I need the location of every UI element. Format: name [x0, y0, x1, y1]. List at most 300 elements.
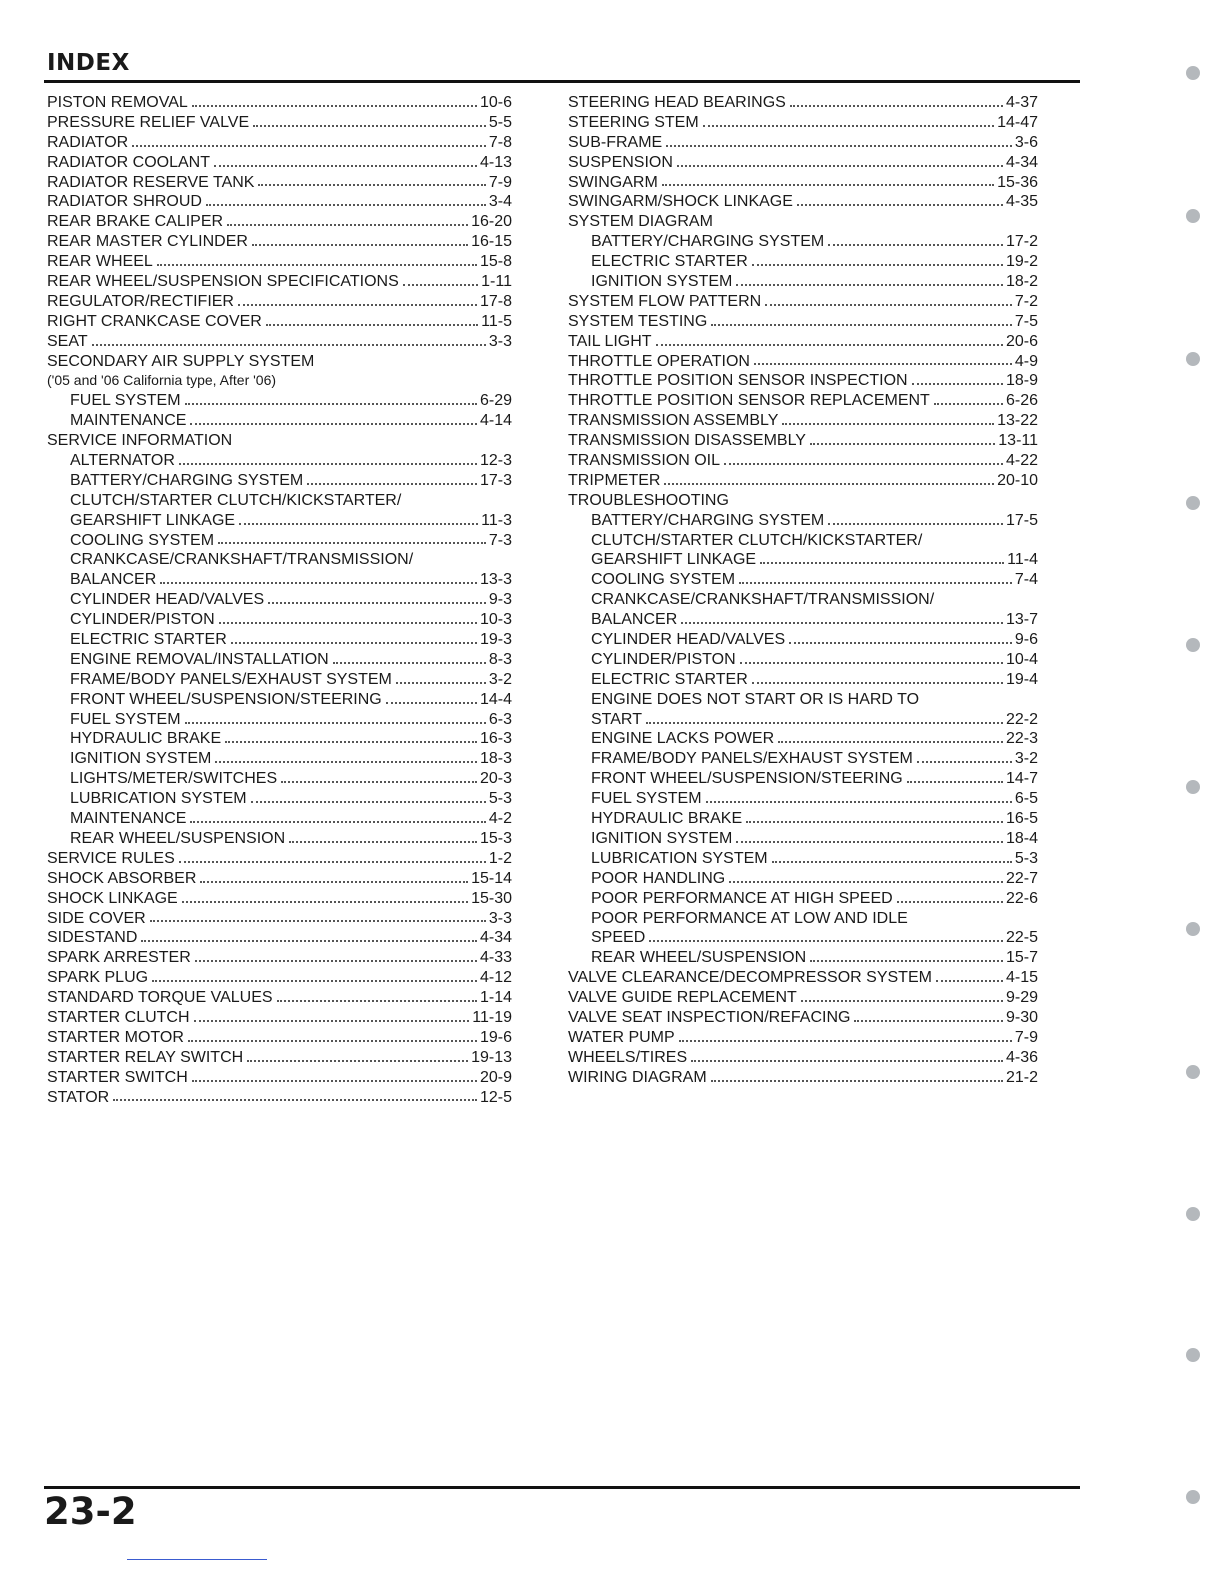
index-entry-label: REAR BRAKE CALIPER: [47, 213, 224, 231]
index-entry-label: STANDARD TORQUE VALUES: [47, 989, 273, 1007]
index-entry-label: VALVE CLEARANCE/DECOMPRESSOR SYSTEM: [568, 969, 932, 987]
index-entry: [47, 749, 512, 769]
index-entry-page: 19-3: [479, 631, 512, 649]
dot-leader: [179, 463, 477, 465]
index-entry-page: 7-5: [1014, 312, 1038, 330]
index-entry: [47, 590, 512, 610]
index-entry: [568, 232, 1038, 252]
dot-leader: [656, 344, 1003, 346]
dot-leader: [266, 324, 478, 326]
dot-leader: [307, 483, 477, 485]
index-entry-page: 15-36: [997, 173, 1038, 191]
index-entry-label: ENGINE REMOVAL/INSTALLATION: [70, 650, 329, 668]
index-entry-label: SUB-FRAME: [568, 133, 663, 151]
index-entry-label: POOR PERFORMANCE AT LOW AND IDLE: [591, 909, 908, 927]
footer-rule: [44, 1486, 1080, 1489]
index-entry-page: 15-14: [471, 869, 512, 887]
index-entry-label: PISTON REMOVAL: [47, 93, 188, 111]
dot-leader: [231, 642, 477, 644]
index-entry-label: COOLING SYSTEM: [70, 531, 215, 549]
dot-leader: [252, 244, 468, 246]
index-entry-label: START: [591, 710, 642, 728]
index-entry-label: THROTTLE OPERATION: [568, 352, 750, 370]
index-entry-page: 19-4: [1005, 670, 1038, 688]
index-entry-label: IGNITION SYSTEM: [70, 750, 212, 768]
index-entry-page: 12-3: [479, 452, 512, 470]
dot-leader: [740, 662, 1003, 664]
index-entry: [47, 690, 512, 710]
index-entry-label: SYSTEM TESTING: [568, 312, 708, 330]
index-entry-label: MAINTENANCE: [70, 412, 187, 430]
index-entry-label: THROTTLE POSITION SENSOR REPLACEMENT: [568, 392, 930, 410]
index-entry-page: 19-13: [471, 1048, 512, 1066]
index-entry-label: SHOCK ABSORBER: [47, 869, 197, 887]
binder-hole: [1186, 1065, 1200, 1079]
index-entry-label: STEERING HEAD BEARINGS: [568, 93, 786, 111]
index-entry-page: 22-5: [1005, 929, 1038, 947]
index-entry-page: 4-33: [479, 949, 512, 967]
index-entry: [47, 391, 512, 411]
index-entry-page: 3-3: [488, 909, 512, 927]
index-entry: [568, 451, 1038, 471]
index-entry-page: 17-2: [1005, 233, 1038, 251]
dot-leader: [729, 881, 1003, 883]
index-entry: [568, 411, 1038, 431]
index-entry-page: 9-30: [1005, 1008, 1038, 1026]
index-entry: [47, 988, 512, 1008]
dot-leader: [828, 523, 1003, 525]
index-entry-page: 14-7: [1005, 770, 1038, 788]
dot-leader: [150, 920, 486, 922]
index-entry-page: 16-20: [471, 213, 512, 231]
index-entry-page: 1-14: [479, 989, 512, 1007]
dot-leader: [185, 722, 486, 724]
dot-leader: [691, 1060, 1003, 1062]
index-entry: [568, 809, 1038, 829]
index-entry-label: TRANSMISSION ASSEMBLY: [568, 412, 779, 430]
dot-leader: [227, 224, 468, 226]
index-entry-page: 13-7: [1005, 611, 1038, 629]
index-entry-label: RADIATOR: [47, 133, 129, 151]
index-entry-label: BALANCER: [70, 571, 157, 589]
index-entry-label: VALVE SEAT INSPECTION/REFACING: [568, 1008, 851, 1026]
index-entry-label: CLUTCH/STARTER CLUTCH/KICKSTARTER/: [591, 531, 923, 549]
index-entry-page: 4-34: [479, 929, 512, 947]
index-entry-label: ('05 and '06 California type, After '06): [47, 372, 277, 389]
index-entry-label: BATTERY/CHARGING SYSTEM: [70, 471, 304, 489]
index-entry-page: 15-7: [1005, 949, 1038, 967]
index-entry: [47, 1088, 512, 1108]
index-entry: [568, 670, 1038, 690]
index-entry: [47, 451, 512, 471]
footer-link-underline: [127, 1559, 267, 1560]
index-entry-label: VALVE GUIDE REPLACEMENT: [568, 989, 797, 1007]
index-entry-page: 8-3: [488, 650, 512, 668]
index-entry-page: 3-4: [488, 193, 512, 211]
index-entry: [568, 690, 1038, 710]
index-entry-label: STARTER CLUTCH: [47, 1008, 190, 1026]
index-entry: [47, 173, 512, 193]
index-entry-label: WIRING DIAGRAM: [568, 1068, 707, 1086]
index-entry-page: 6-5: [1014, 790, 1038, 808]
dot-leader: [215, 761, 477, 763]
index-entry-label: FRAME/BODY PANELS/EXHAUST SYSTEM: [591, 750, 913, 768]
index-entry: [568, 928, 1038, 948]
index-entry: [568, 1048, 1038, 1068]
index-entry-page: 14-47: [997, 113, 1038, 131]
dot-leader: [258, 184, 485, 186]
index-entry-page: 5-5: [488, 113, 512, 131]
dot-leader: [907, 781, 1003, 783]
dot-leader: [677, 165, 1003, 167]
dot-leader: [225, 741, 477, 743]
index-entry-label: SPARK ARRESTER: [47, 949, 191, 967]
index-entry-label: FRAME/BODY PANELS/EXHAUST SYSTEM: [70, 670, 392, 688]
index-entry: [568, 550, 1038, 570]
dot-leader: [772, 861, 1012, 863]
index-entry-label: CLUTCH/STARTER CLUTCH/KICKSTARTER/: [70, 491, 402, 509]
index-entry-page: 17-3: [479, 471, 512, 489]
index-entry-page: 1-11: [481, 273, 512, 290]
dot-leader: [113, 1099, 477, 1101]
dot-leader: [810, 443, 995, 445]
index-entry-label: SWINGARM: [568, 173, 658, 191]
index-entry-page: 6-26: [1005, 392, 1038, 410]
index-entry: [568, 829, 1038, 849]
index-entry-label: LUBRICATION SYSTEM: [70, 790, 247, 808]
index-entry-label: REAR WHEEL: [47, 253, 153, 271]
index-entry-label: RADIATOR RESERVE TANK: [47, 173, 255, 191]
index-entry-page: 4-15: [1005, 969, 1038, 987]
index-entry-page: 17-8: [479, 292, 512, 310]
index-entry: [47, 829, 512, 849]
index-entry: [568, 948, 1038, 968]
index-entry: [47, 352, 512, 372]
index-entry: [568, 431, 1038, 451]
index-entry: [47, 809, 512, 829]
index-entry: [47, 272, 512, 292]
dot-leader: [238, 304, 477, 306]
index-entry-label: IGNITION SYSTEM: [591, 829, 733, 847]
index-entry-label: BALANCER: [591, 611, 678, 629]
index-entry: [47, 968, 512, 988]
index-entry-page: 11-5: [481, 312, 512, 330]
index-entry: [568, 590, 1038, 610]
index-entry: [47, 769, 512, 789]
index-entry: [47, 550, 512, 570]
dot-leader: [897, 901, 1003, 903]
dot-leader: [253, 125, 486, 127]
index-entry-label: POOR HANDLING: [591, 869, 726, 887]
index-entry: [568, 332, 1038, 352]
index-entry-label: ELECTRIC STARTER: [591, 253, 748, 271]
index-entry: [568, 1068, 1038, 1088]
index-entry-page: 16-3: [479, 730, 512, 748]
index-entry: [47, 332, 512, 352]
dot-leader: [649, 940, 1003, 942]
dot-leader: [192, 105, 477, 107]
index-entry-label: FRONT WHEEL/SUSPENSION/STEERING: [591, 770, 903, 788]
index-entry: [568, 173, 1038, 193]
index-entry: [47, 909, 512, 929]
index-entry-label: FUEL SYSTEM: [70, 392, 181, 410]
dot-leader: [664, 483, 994, 485]
index-entry-label: WHEELS/TIRES: [568, 1048, 688, 1066]
dot-leader: [247, 1060, 468, 1062]
index-entry-label: CYLINDER/PISTON: [591, 650, 736, 668]
index-entry-page: 7-4: [1014, 571, 1038, 589]
dot-leader: [778, 741, 1003, 743]
binder-hole: [1186, 1207, 1200, 1221]
index-entry: [47, 869, 512, 889]
index-entry-label: ELECTRIC STARTER: [70, 631, 227, 649]
index-entry-page: 14-4: [479, 690, 512, 708]
index-entry-label: BATTERY/CHARGING SYSTEM: [591, 233, 825, 251]
dot-leader: [268, 602, 486, 604]
index-entry-page: 4-36: [1005, 1048, 1038, 1066]
index-entry-page: 6-3: [488, 710, 512, 728]
index-entry-page: 4-13: [479, 153, 512, 171]
index-entry: [568, 988, 1038, 1008]
index-entry-page: 13-3: [479, 571, 512, 589]
index-entry-page: 5-3: [1014, 849, 1038, 867]
dot-leader: [854, 1020, 1003, 1022]
index-entry-label: LIGHTS/METER/SWITCHES: [70, 770, 278, 788]
index-entry-label: HYDRAULIC BRAKE: [591, 810, 743, 828]
index-entry: [47, 928, 512, 948]
index-entry-page: 11-19: [472, 1008, 512, 1026]
index-entry-label: REAR WHEEL/SUSPENSION: [70, 829, 286, 847]
index-entry: [47, 431, 512, 451]
index-entry-label: STARTER MOTOR: [47, 1028, 184, 1046]
index-entry: [568, 352, 1038, 372]
dot-leader: [219, 622, 477, 624]
dot-leader: [141, 940, 477, 942]
index-entry-label: CYLINDER HEAD/VALVES: [70, 591, 265, 609]
dot-leader: [912, 383, 1003, 385]
index-entry-page: 4-2: [488, 810, 512, 828]
binder-hole: [1186, 66, 1200, 80]
index-entry: [568, 749, 1038, 769]
dot-leader: [724, 463, 1003, 465]
index-entry: [47, 789, 512, 809]
dot-leader: [765, 304, 1012, 306]
binder-hole: [1186, 496, 1200, 510]
dot-leader: [801, 1000, 1003, 1002]
index-entry: [568, 292, 1038, 312]
index-entry: [568, 113, 1038, 133]
dot-leader: [736, 284, 1003, 286]
index-entry-label: ENGINE DOES NOT START OR IS HARD TO: [591, 690, 920, 708]
index-entry: [47, 411, 512, 431]
index-entry: [568, 889, 1038, 909]
index-entry-label: COOLING SYSTEM: [591, 571, 736, 589]
dot-leader: [810, 960, 1003, 962]
index-entry-label: REAR WHEEL/SUSPENSION: [591, 949, 807, 967]
index-entry: [47, 650, 512, 670]
index-entry: [47, 630, 512, 650]
index-entry-label: TROUBLESHOOTING: [568, 491, 729, 509]
index-entry-label: CYLINDER/PISTON: [70, 611, 215, 629]
dot-leader: [132, 145, 486, 147]
index-entry-page: 9-3: [488, 591, 512, 609]
index-entry-page: 4-37: [1005, 93, 1038, 111]
index-entry-page: 16-5: [1005, 810, 1038, 828]
dot-leader: [936, 980, 1003, 982]
dot-leader: [396, 682, 486, 684]
index-entry-page: 5-3: [488, 790, 512, 808]
index-entry-label: THROTTLE POSITION SENSOR INSPECTION: [568, 372, 908, 390]
dot-leader: [182, 901, 468, 903]
index-entry-label: SECONDARY AIR SUPPLY SYSTEM: [47, 352, 315, 370]
dot-leader: [789, 642, 1012, 644]
index-entry: [568, 610, 1038, 630]
index-entry: [47, 570, 512, 590]
dot-leader: [195, 960, 477, 962]
dot-leader: [782, 423, 994, 425]
index-entry: [568, 789, 1038, 809]
index-entry: [47, 1028, 512, 1048]
index-entry-page: 21-2: [1005, 1068, 1038, 1086]
index-entry: [47, 93, 512, 113]
index-entry: [568, 491, 1038, 511]
index-entry: [47, 849, 512, 869]
index-entry: [568, 391, 1038, 411]
dot-leader: [754, 363, 1012, 365]
dot-leader: [711, 1080, 1003, 1082]
index-entry: [568, 1008, 1038, 1028]
dot-leader: [157, 264, 477, 266]
index-column-left: [47, 93, 512, 1107]
index-entry: [47, 252, 512, 272]
index-entry-page: 4-12: [479, 969, 512, 987]
index-entry: [47, 730, 512, 750]
binder-holes: [1186, 0, 1206, 1584]
index-entry: [47, 212, 512, 232]
index-entry-page: 1-2: [488, 849, 512, 867]
index-entry: [47, 670, 512, 690]
dot-leader: [333, 662, 486, 664]
index-entry-page: 22-6: [1005, 889, 1038, 907]
index-entry: [47, 491, 512, 511]
index-entry: [568, 153, 1038, 173]
index-entry-page: 18-3: [479, 750, 512, 768]
index-entry-label: REGULATOR/RECTIFIER: [47, 292, 234, 310]
dot-leader: [218, 542, 486, 544]
dot-leader: [190, 821, 485, 823]
index-entry-label: SPARK PLUG: [47, 969, 149, 987]
index-entry-label: CYLINDER HEAD/VALVES: [591, 631, 786, 649]
index-entry-label: BATTERY/CHARGING SYSTEM: [591, 511, 825, 529]
index-entry-label: ENGINE LACKS POWER: [591, 730, 775, 748]
index-entry: [47, 471, 512, 491]
index-entry: [568, 650, 1038, 670]
index-entry-label: REAR MASTER CYLINDER: [47, 233, 248, 251]
dot-leader: [666, 145, 1012, 147]
index-entry-page: 10-6: [479, 93, 512, 111]
index-entry-label: SWINGARM/SHOCK LINKAGE: [568, 193, 793, 211]
dot-leader: [739, 582, 1012, 584]
index-entry: [47, 1068, 512, 1088]
index-entry-page: 3-2: [488, 670, 512, 688]
index-entry-page: 4-35: [1005, 193, 1038, 211]
index-entry: [47, 153, 512, 173]
index-entry-page: 13-22: [997, 412, 1038, 430]
index-entry-label: STARTER RELAY SWITCH: [47, 1048, 244, 1066]
index-entry-page: 7-9: [488, 173, 512, 191]
index-entry-label: SERVICE RULES: [47, 849, 175, 867]
index-entry: [47, 1048, 512, 1068]
dot-leader: [711, 324, 1012, 326]
index-entry-label: FRONT WHEEL/SUSPENSION/STEERING: [70, 690, 382, 708]
dot-leader: [152, 980, 477, 982]
index-entry: [47, 133, 512, 153]
index-entry-label: TRIPMETER: [568, 471, 661, 489]
index-entry: [47, 531, 512, 551]
index-entry-page: 12-5: [479, 1088, 512, 1106]
index-entry-page: 11-3: [481, 511, 512, 529]
index-entry-page: 22-2: [1005, 710, 1038, 728]
index-entry-page: 22-7: [1005, 869, 1038, 887]
index-entry-label: SHOCK LINKAGE: [47, 889, 178, 907]
index-entry-label: ELECTRIC STARTER: [591, 670, 748, 688]
index-entry: [47, 192, 512, 212]
index-column-right: [568, 93, 1038, 1088]
index-entry: [47, 1008, 512, 1028]
index-entry-label: RADIATOR COOLANT: [47, 153, 210, 171]
dot-leader: [797, 204, 1003, 206]
index-entry: [568, 769, 1038, 789]
index-entry-label: STARTER SWITCH: [47, 1068, 188, 1086]
dot-leader: [917, 761, 1012, 763]
index-entry-label: POOR PERFORMANCE AT HIGH SPEED: [591, 889, 893, 907]
index-entry-page: 9-6: [1014, 631, 1038, 649]
index-entry-page: 4-22: [1005, 452, 1038, 470]
dot-leader: [679, 1040, 1012, 1042]
index-entry: [47, 511, 512, 531]
dot-leader: [206, 204, 486, 206]
index-entry-page: 10-4: [1005, 650, 1038, 668]
index-entry-label: SUSPENSION: [568, 153, 673, 171]
binder-hole: [1186, 922, 1200, 936]
index-entry-page: 18-2: [1005, 273, 1038, 290]
index-entry: [568, 312, 1038, 332]
index-entry: [568, 192, 1038, 212]
index-entry-label: STEERING STEM: [568, 113, 699, 131]
dot-leader: [289, 841, 477, 843]
index-entry-page: 22-3: [1005, 730, 1038, 748]
index-entry-page: 3-3: [488, 332, 512, 350]
index-entry-label: REAR WHEEL/SUSPENSION SPECIFICATIONS: [47, 273, 399, 290]
index-entry: [568, 272, 1038, 292]
index-entry-label: TRANSMISSION OIL: [568, 452, 721, 470]
index-entry-page: 4-9: [1014, 352, 1038, 370]
dot-leader: [239, 523, 478, 525]
index-entry-page: 13-11: [998, 432, 1038, 450]
binder-hole: [1186, 638, 1200, 652]
binder-hole: [1186, 1490, 1200, 1504]
dot-leader: [251, 801, 486, 803]
index-entry: [47, 292, 512, 312]
index-entry-page: 15-3: [479, 829, 512, 847]
dot-leader: [703, 125, 994, 127]
index-entry: [568, 252, 1038, 272]
index-entry-label: CRANKCASE/CRANKSHAFT/TRANSMISSION/: [591, 591, 935, 609]
index-entry-page: 7-8: [488, 133, 512, 151]
index-entry-label: PRESSURE RELIEF VALVE: [47, 113, 250, 131]
index-entry: [568, 1028, 1038, 1048]
index-entry-page: 7-2: [1014, 292, 1038, 310]
